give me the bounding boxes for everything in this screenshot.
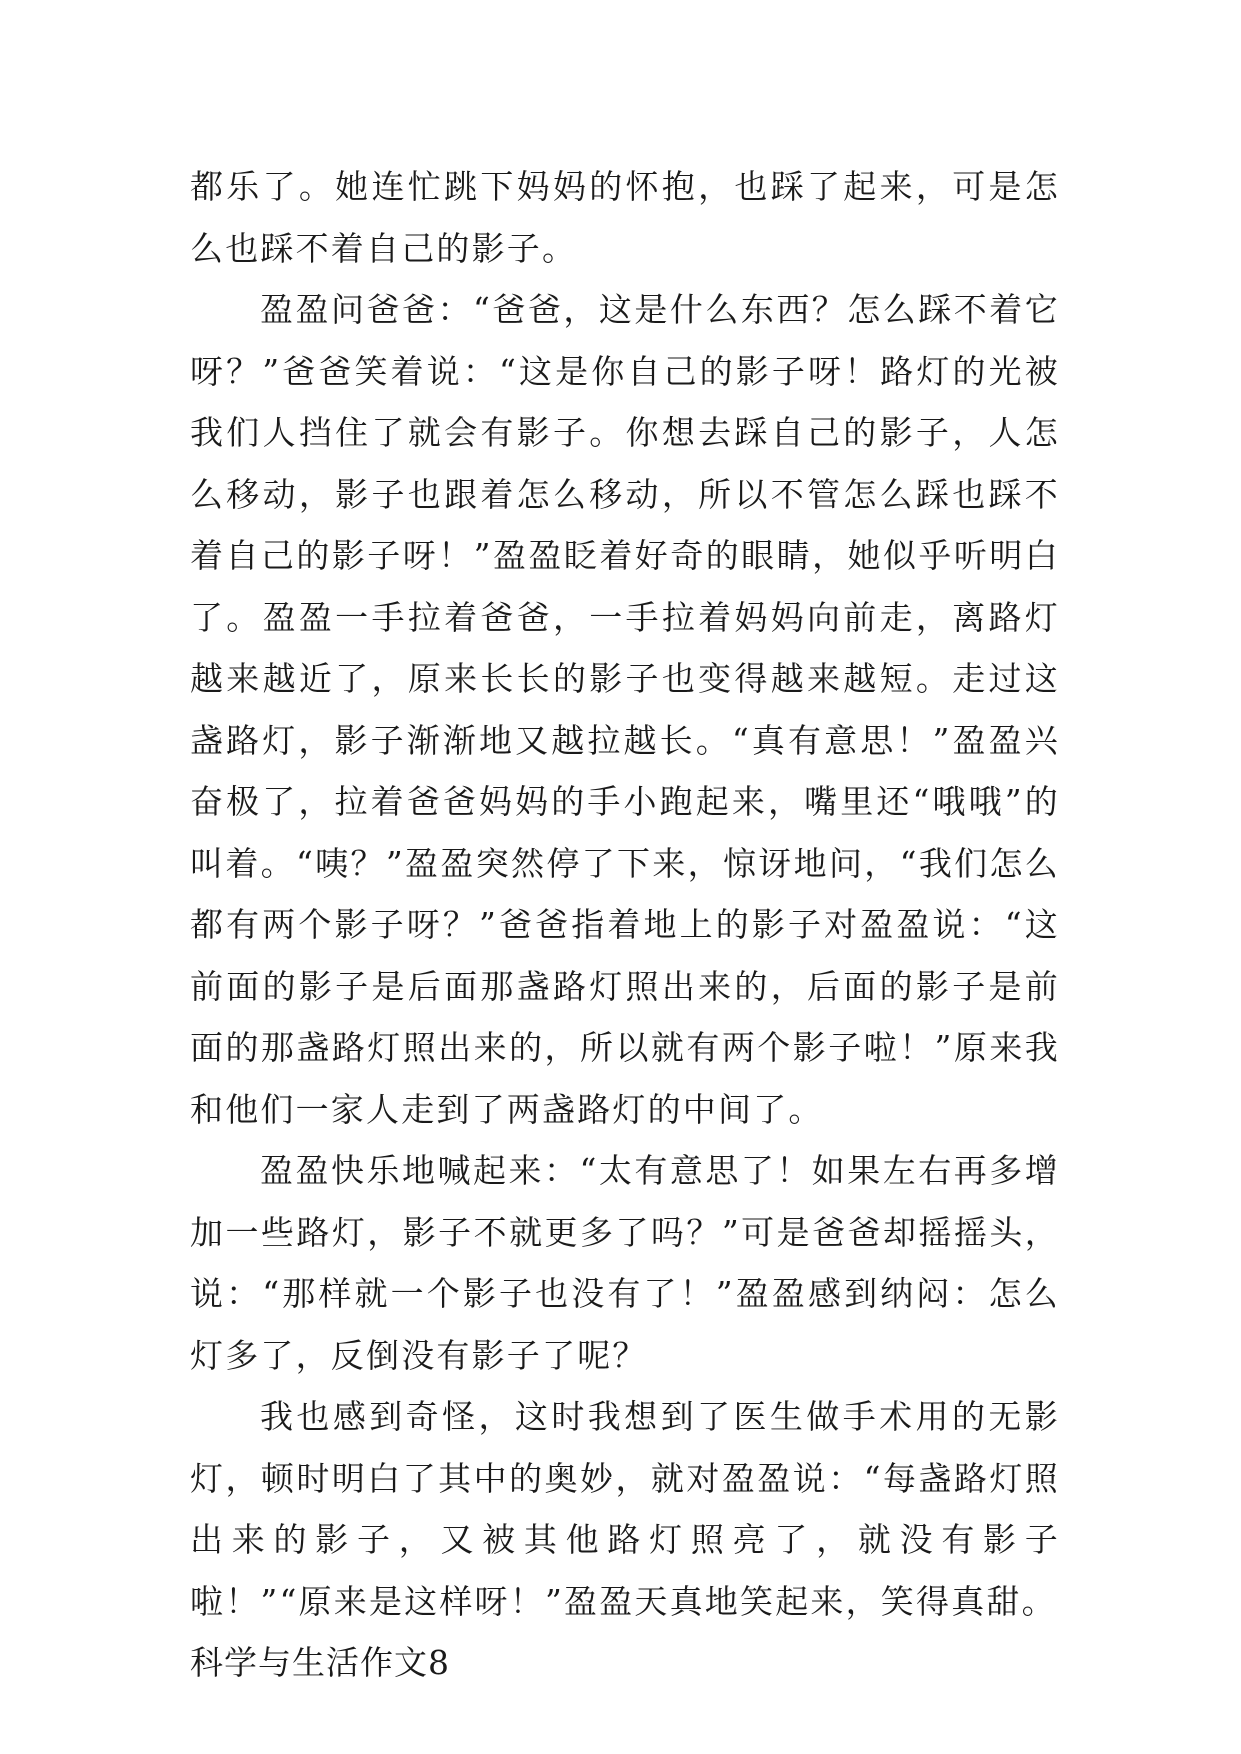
paragraph-2: 盈盈问爸爸：“爸爸，这是什么东西？怎么踩不着它呀？”爸爸笑着说：“这是你自己的影子呀！路灯的光被我们人挡住了就会有影子。你想去踩自己的影子，人怎么移动，影子也跟着怎么移动，所以不管怎么踩也踩不着自己的影子呀！”盈盈眨着好奇的眼睛，她似乎听明白了。盈盈一手拉着爸爸，一手拉着妈妈向前走，离路灯越来越近了，原来长长的影子也变得越来越短。走过这盏路灯，影子渐渐地又越拉越长。“真有意思！”盈盈兴奋极了，拉着爸爸妈妈的手小跑起来，嘴里还“哦哦”的叫着。“咦？”盈盈突然停了下来，惊讶地问，“我们怎么都有两个影子呀？”爸爸指着地上的影子对盈盈说：“这前面的影子是后面那盏路灯照出来的，后面的影子是前面的那盏路灯照出来的，所以就有两个影子啦！”原来我和他们一家人走到了两盏路灯的中间了。 bbox=[190, 290, 1060, 1129]
paragraph-1: 都乐了。她连忙跳下妈妈的怀抱，也踩了起来，可是怎么也踩不着自己的影子。 bbox=[190, 167, 1060, 268]
document-body bbox=[190, 156, 1060, 1694]
section-heading: 科学与生活作文8 bbox=[190, 1643, 450, 1682]
paragraph-4: 我也感到奇怪，这时我想到了医生做手术用的无影灯，顿时明白了其中的奥妙，就对盈盈说：“每盏路灯照出来的影子，又被其他路灯照亮了，就没有影子啦！”“原来是这样呀！”盈盈天真地笑起来，笑得真甜。 bbox=[190, 1397, 1060, 1621]
paragraph-3: 盈盈快乐地喊起来：“太有意思了！如果左右再多增加一些路灯，影子不就更多了吗？”可是爸爸却摇摇头，说：“那样就一个影子也没有了！”盈盈感到纳闷：怎么灯多了，反倒没有影子了呢？ bbox=[190, 1151, 1060, 1375]
